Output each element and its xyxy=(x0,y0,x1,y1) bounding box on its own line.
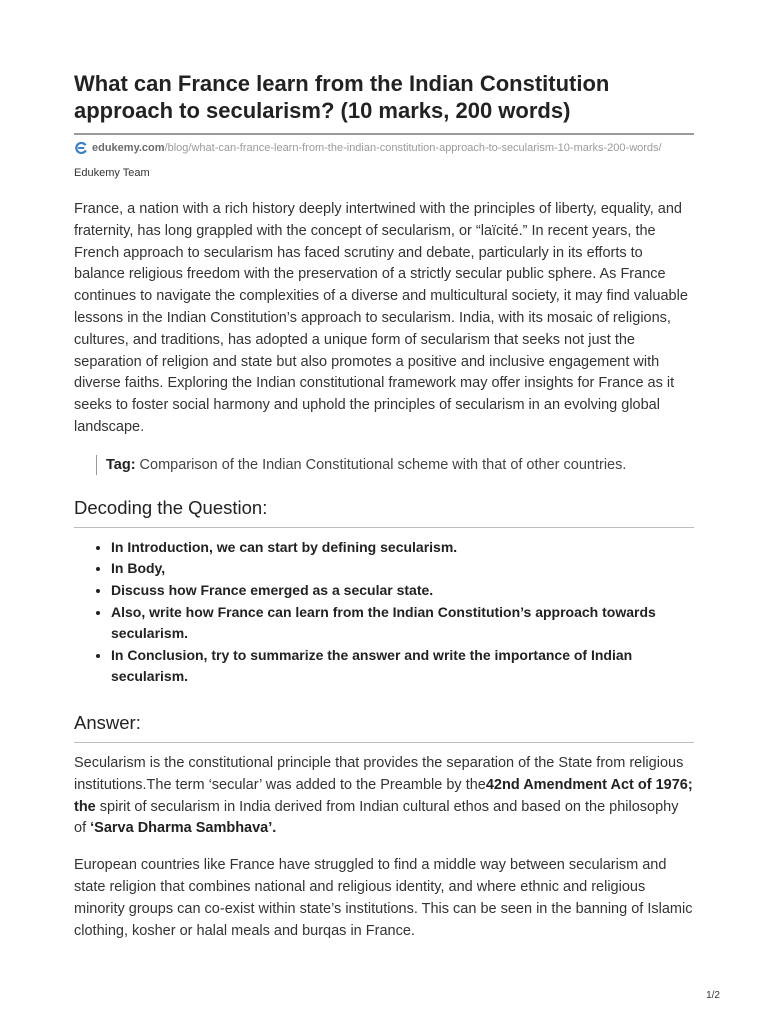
answer-section xyxy=(74,712,694,942)
intro-paragraph: France, a nation with a rich history deeply intertwined with the principles of liberty, equality, and fraternity, has long grappled with the concept of secularism, or “laïcité.” In recent years, the French approach to secularism has faced scrutiny and debate, particularly in its efforts to balance religious freedom with the preservation of a strictly secular public sphere. As France continues to navigate the complexities of a diverse and multicultural society, it may find valuable lessons in the Indian Constitution’s approach to secularism. India, with its mosaic of religions, cultures, and traditions, has adopted a unique form of secularism that seeks not just the separation of religion and state but also promotes a positive and inclusive engagement with diverse faiths. Exploring the Indian constitutional framework may offer insights for France as it seeks to foster social harmony and uphold the principles of secularism in an evolving global landscape. xyxy=(74,201,688,435)
decoding-divider xyxy=(74,527,694,528)
answer-p1-bold-b: ‘Sarva Dharma Sambhava’. xyxy=(90,820,277,837)
answer-p1-text-a: Secularism is the constitutional principle that provides the separation of the State from religious institutions.The term ‘secular’ was added to the Preamble by the xyxy=(74,754,684,793)
answer-heading: Answer: xyxy=(74,711,141,733)
answer-paragraph-1 xyxy=(74,753,694,840)
list-item: • In Body, xyxy=(111,558,694,580)
source-domain[interactable]: edukemy.com xyxy=(92,142,165,154)
decoding-list xyxy=(74,537,694,688)
list-item: • Also, write how France can learn from the Indian Constitution’s approach towards secularism. xyxy=(111,602,694,645)
tag-block xyxy=(96,455,694,475)
tag-label: Tag: xyxy=(106,456,136,473)
edukemy-logo-icon xyxy=(74,141,88,155)
answer-p1-bold-a: 42nd Amendment Act of 1976; the xyxy=(74,776,693,815)
page-number: 1/2 xyxy=(706,990,720,1001)
author-name: Edukemy Team xyxy=(74,167,150,179)
answer-paragraph-2: European countries like France have struggled to find a middle way between secularism and state religion that combines national and religious identity, and where ethnic and religious minority groups can co-exist within state’s institutions. This can be seen in the banning of Islamic clothing, kosher or halal meals and burqas in France. xyxy=(74,857,693,939)
tag-text: Comparison of the Indian Constitutional scheme with that of other countries. xyxy=(135,456,627,473)
list-item: • In Introduction, we can start by defining secularism. xyxy=(111,537,694,559)
list-item: • In Conclusion, try to summarize the answer and write the importance of Indian secularism. xyxy=(111,645,694,688)
list-item: • Discuss how France emerged as a secular state. xyxy=(111,580,694,602)
source-url[interactable] xyxy=(74,141,694,155)
answer-p1-text-b: spirit of secularism in India derived from Indian cultural ethos and based on the philosophy of xyxy=(74,798,679,837)
answer-divider xyxy=(74,742,694,743)
document-page xyxy=(74,70,694,942)
source-path[interactable]: /blog/what-can-france-learn-from-the-indian-constitution-approach-to-secularism-10-marks-200-words/ xyxy=(164,142,662,154)
decoding-heading: Decoding the Question: xyxy=(74,496,268,518)
title-divider xyxy=(74,133,694,135)
page-title: What can France learn from the Indian Constitution approach to secularism? (10 marks, 200 words) xyxy=(74,71,610,123)
